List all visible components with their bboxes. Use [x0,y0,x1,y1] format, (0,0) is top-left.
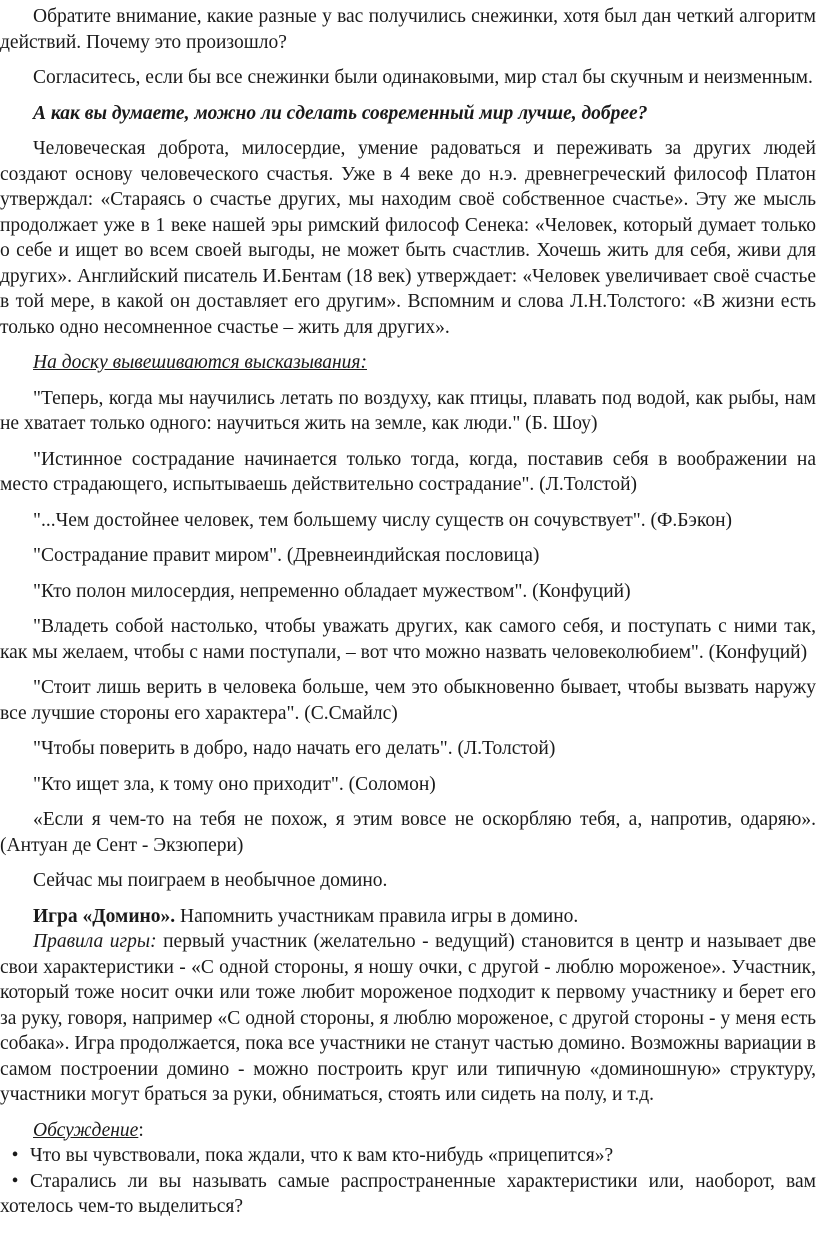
quote-item: "Кто полон милосердия, непременно обладает мужеством". (Конфуций) [33,580,631,602]
bullet-icon: • [11,1145,19,1166]
paragraph-snowflakes: Обратите внимание, какие разные у вас получились снежинки, хотя был дан четкий алгоритм действий. Почему это произошло? [0,6,816,53]
game-rules-label: Правила игры: [33,931,157,952]
game-title: Игра «Домино». [33,905,176,927]
game-rules [0,929,816,1108]
discussion-heading-line [0,1118,816,1144]
discussion-heading: Обсуждение [33,1119,139,1141]
game-title-rest: Напомнить участникам правила игры в домино. [175,905,579,927]
quote-item: "...Чем достойнее человек, тем большему числу существ он сочувствует". (Ф.Бэкон) [33,509,733,531]
quote-item: "Чтобы поверить в добро, надо начать его делать". (Л.Толстой) [33,738,556,759]
board-heading-line [0,350,816,376]
game-rules-text: первый участник (желательно - ведущий) становится в центр и называет две свои характеристики - «С одной стороны, я ношу очки, с другой - люблю мороженое». Участник, который тоже носит очки или тоже любит мороженое подходит к первому участнику и берет его за руку, говоря, например «С одной стороны, я люблю мороженое, с другой стороны - у меня есть собака». Игра продолжается, пока все участники не станут частью домино. Возможны вариации в самом построении домино - можно построить круг или типичную «доминошную» структуру, участники могут браться за руки, обниматься, стоять или сидеть на полу, и т.д. [0,931,816,1105]
discussion-item [0,1143,816,1169]
quote-item: "Стоит лишь верить в человека больше, чем это обыкновенно бывает, чтобы вызвать наружу все лучшие стороны его характера". (С.Смайлс) [0,677,816,724]
question-better-world: А как вы думаете, можно ли сделать современный мир лучше, добрее? [33,102,648,124]
quote-item: "Теперь, когда мы научились летать по воздуху, как птицы, плавать под водой, как рыбы, нам не хватает только одного: научиться жить на земле, как люди." (Б. Шоу) [0,387,816,434]
quote-item: "Сострадание правит миром". (Древнеиндийская пословица) [33,545,540,566]
paragraph-kindness: Человеческая доброта, милосердие, умение радоваться и переживать за других людей создают основу человеческого счастья. Уже в 4 веке до н.э. древнегреческий философ Платон утверждал: «Стараясь о счастье других, мы находим своё собственное счастье». Эту же мысль продолжает уже в 1 веке нашей эры римский философ Сенека: «Человек, который думает только о себе и ищет во всем своей выгоды, не может быть счастлив. Хочешь жить для себя, живи для других». Английский писатель И.Бентам (18 век) утверждает: «Человек увеличивает своё счастье в той мере, в какой он доставляет его другим». Вспомним и слова Л.Н.Толстого: «В жизни есть только одно несомненное счастье – жить для других». [0,138,816,338]
quote-item: "Владеть собой настолько, чтобы уважать других, как самого себя, и поступать с ними так, как мы желаем, чтобы с нами поступали, – вот что можно назвать человеколюбием". (Конфуций) [0,616,816,663]
discussion-colon: : [138,1119,144,1141]
discussion-item-text: Что вы чувствовали, пока ждали, что к вам кто-нибудь «прицепится»? [30,1145,614,1166]
bullet-icon: • [11,1170,19,1192]
game-title-line [0,904,816,930]
quote-item: «Если я чем-то на тебя не похож, я этим вовсе не оскорбляю тебя, а, напротив, одаряю». (Антуан де Сент - Экзюпери) [0,809,816,856]
game-intro: Сейчас мы поиграем в необычное домино. [33,870,388,891]
quote-item: "Кто ищет зла, к тому оно приходит". (Соломон) [33,773,436,795]
discussion-item [0,1169,816,1220]
paragraph-agree: Согласитесь, если бы все снежинки были одинаковыми, мир стал бы скучным и неизменным. [33,67,813,88]
board-heading: На доску вывешиваются высказывания: [33,352,367,373]
discussion-item-text: Старались ли вы называть самые распространенные характеристики или, наоборот, вам хотелось чем-то выделиться? [0,1170,816,1217]
quote-item: "Истинное сострадание начинается только тогда, когда, поставив себя в воображении на место страдающего, испытываешь действительно сострадание". (Л.Толстой) [0,448,816,495]
